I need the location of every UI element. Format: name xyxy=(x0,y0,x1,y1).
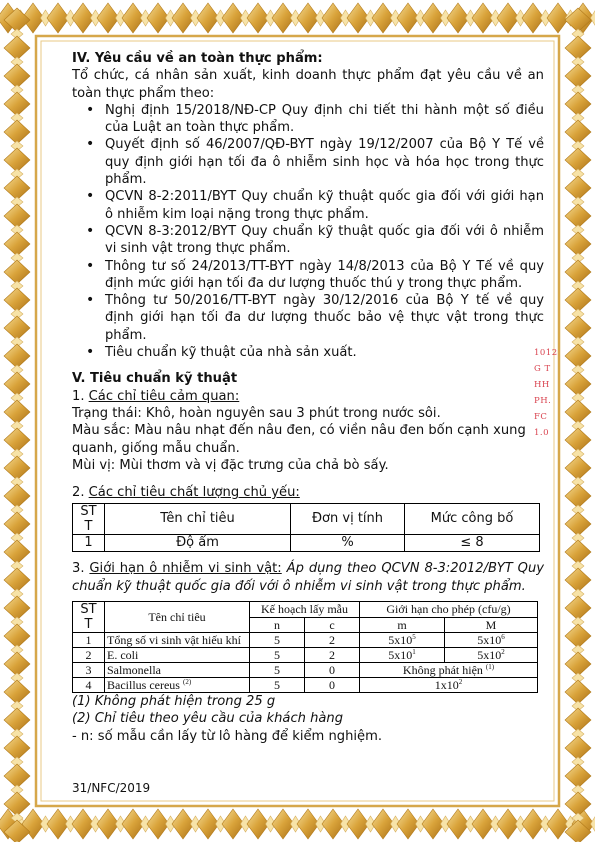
sensory-number: 1. xyxy=(72,388,89,404)
border-diamond xyxy=(4,64,30,88)
quality-cell-stt: 1 xyxy=(73,535,105,552)
micro-cell-c: 2 xyxy=(305,633,360,648)
border-diamond xyxy=(565,624,591,648)
micro-title: Giới hạn ô nhiễm vi sinh vật: xyxy=(89,561,282,577)
micro-cell-n: 5 xyxy=(250,678,305,693)
micro-cell-m xyxy=(360,633,445,648)
border-diamond xyxy=(565,568,591,592)
border-diamond xyxy=(4,652,30,676)
stamp-text: HH xyxy=(534,380,550,390)
micro-table-header xyxy=(73,602,538,618)
border-diamond xyxy=(4,176,30,200)
micro-cell-name: Salmonella xyxy=(105,663,250,678)
list-item: • Thông tư 50/2016/TT-BYT ngày 30/12/2016 của Bộ Y tế về quy định giới hạn tối đa dư lượng thuốc bảo vệ thực vật trong thực phẩm. xyxy=(105,292,544,344)
micro-cell-limit-text: Không phát hiện xyxy=(402,663,483,678)
quality-table xyxy=(72,503,540,552)
border-diamond xyxy=(565,708,591,732)
table-row xyxy=(73,648,538,663)
micro-cell-M xyxy=(445,648,538,663)
quality-header-level: Mức công bố xyxy=(405,504,540,535)
micro-header-m: m xyxy=(360,617,445,633)
micro-cell-name xyxy=(105,678,250,693)
micro-cell-m xyxy=(360,648,445,663)
micro-cell-stt: 3 xyxy=(73,663,105,678)
border-diamond xyxy=(565,680,591,704)
micro-cell-limit xyxy=(360,663,538,678)
border-diamond xyxy=(4,36,30,60)
micro-cell-n: 5 xyxy=(250,663,305,678)
micro-cell-n: 5 xyxy=(250,648,305,663)
section-4-intro: Tổ chức, cá nhân sản xuất, kinh doanh thực phẩm đạt yêu cầu về an toàn thực phẩm theo: xyxy=(72,68,544,101)
border-diamond xyxy=(565,204,591,228)
micro-note: Áp dụng theo QCVN 8-3:2012/BYT Quy chuẩn kỹ thuật quốc gia đối với ô nhiễm vi sinh vật trong thực phẩm. xyxy=(72,561,545,594)
micro-header-n: n xyxy=(250,617,305,633)
section-5-heading: V. Tiêu chuẩn kỹ thuật xyxy=(72,371,238,387)
quality-header-unit: Đơn vị tính xyxy=(291,504,405,535)
list-item: • Thông tư số 24/2013/TT-BYT ngày 14/8/2013 của Bộ Y Tế về quy định mức giới hạn tối đa dư lượng thuốc thú y trong thực phẩm. xyxy=(105,258,544,293)
micro-cell-stt: 2 xyxy=(73,648,105,663)
list-item: • Tiêu chuẩn kỹ thuật của nhà sản xuất. xyxy=(105,344,544,361)
border-diamond xyxy=(4,148,30,172)
border-diamond xyxy=(4,120,30,144)
micro-cell-c: 0 xyxy=(305,663,360,678)
micro-cell-limit-sup: (1) xyxy=(485,663,495,672)
border-diamond xyxy=(4,736,30,760)
micro-cell-M xyxy=(445,633,538,648)
border-diamond xyxy=(4,316,30,340)
micro-cell-name-sup: (2) xyxy=(182,678,192,687)
border-diamond xyxy=(565,484,591,508)
list-item: • QCVN 8-2:2011/BYT Quy chuẩn kỹ thuật quốc gia đối với giới hạn ô nhiễm kim loại nặng trong thực phẩm. xyxy=(105,188,544,223)
border-diamond xyxy=(565,792,591,816)
border-diamond xyxy=(565,596,591,620)
micro-cell-M-exp: 2 xyxy=(501,648,505,657)
border-diamond xyxy=(4,204,30,228)
quality-cell-unit: % xyxy=(291,535,405,552)
border-diamond xyxy=(4,624,30,648)
quality-number: 2. xyxy=(72,485,89,501)
document-code: 31/NFC/2019 xyxy=(72,781,151,795)
micro-cell-m-exp: 1 xyxy=(412,648,416,657)
border-diamond xyxy=(565,176,591,200)
table-row xyxy=(73,663,538,678)
border-diamond xyxy=(565,764,591,788)
border-diamond xyxy=(4,680,30,704)
micro-number: 3. xyxy=(72,561,90,577)
regulation-list xyxy=(72,102,544,361)
micro-header-M: M xyxy=(445,617,538,633)
border-diamond xyxy=(591,816,595,832)
border-diamond xyxy=(565,232,591,256)
border-diamond xyxy=(565,64,591,88)
quality-cell-name: Độ ẩm xyxy=(105,535,291,552)
border-diamond xyxy=(4,568,30,592)
border-diamond xyxy=(565,316,591,340)
micro-cell-stt: 1 xyxy=(73,633,105,648)
border-diamond xyxy=(4,288,30,312)
stamp-text: PH. xyxy=(534,396,552,406)
sensory-line-taste: Mùi vị: Mùi thơm và vị đặc trưng của chả bò sấy. xyxy=(72,457,389,473)
border-diamond xyxy=(591,10,595,26)
list-item: • QCVN 8-3:2012/BYT Quy chuẩn kỹ thuật quốc gia đối với ô nhiễm vi sinh vật trong thực phẩm. xyxy=(105,223,544,258)
sensory-line-state: Trạng thái: Khô, hoàn nguyên sau 3 phút trong nước sôi. xyxy=(72,405,441,421)
micro-cell-stt: 4 xyxy=(73,678,105,693)
micro-cell-m-base: 5x10 xyxy=(388,633,413,648)
table-row xyxy=(73,535,540,552)
quality-subheading xyxy=(72,484,544,501)
quality-header-name: Tên chỉ tiêu xyxy=(105,504,291,535)
border-diamond xyxy=(4,512,30,536)
border-diamond xyxy=(4,232,30,256)
border-diamond xyxy=(565,400,591,424)
border-diamond xyxy=(565,652,591,676)
micro-cell-M-base: 5x10 xyxy=(477,633,502,648)
border-diamond xyxy=(4,484,30,508)
micro-cell-limit-text: 1x10 xyxy=(434,678,459,693)
border-diamond xyxy=(565,36,591,60)
border-diamond xyxy=(565,372,591,396)
border-diamond xyxy=(565,428,591,452)
micro-cell-c: 2 xyxy=(305,648,360,663)
border-diamond xyxy=(4,344,30,368)
micro-table xyxy=(72,601,538,693)
border-diamond xyxy=(4,540,30,564)
micro-cell-m-base: 5x10 xyxy=(388,648,413,663)
border-diamond xyxy=(565,120,591,144)
border-diamond xyxy=(4,456,30,480)
sensory-line-color: Màu sắc: Màu nâu nhạt đến nâu đen, có viền nâu đen bốn cạnh xung quanh, giống mẫu chuẩn. xyxy=(72,423,526,456)
micro-cell-c: 0 xyxy=(305,678,360,693)
sample-note: - n: số mẫu cần lấy từ lô hàng để kiểm nghiệm. xyxy=(72,728,382,744)
border-diamond xyxy=(4,372,30,396)
micro-cell-name-text: Bacillus cereus xyxy=(107,678,180,693)
micro-cell-limit xyxy=(360,678,538,693)
micro-header-plan: Kế hoạch lấy mẫu xyxy=(250,602,360,618)
border-diamond xyxy=(565,736,591,760)
border-diamond xyxy=(565,148,591,172)
quality-title: Các chỉ tiêu chất lượng chủ yếu: xyxy=(88,485,300,501)
micro-cell-name: E. coli xyxy=(105,648,250,663)
border-diamond xyxy=(565,540,591,564)
micro-header-c: c xyxy=(305,617,360,633)
border-diamond xyxy=(565,344,591,368)
border-diamond xyxy=(4,708,30,732)
border-diamond xyxy=(565,260,591,284)
micro-cell-M-exp: 6 xyxy=(501,633,505,642)
border-diamond xyxy=(4,92,30,116)
stamp-text: 1.0 xyxy=(534,428,550,438)
border-diamond xyxy=(565,92,591,116)
border-diamond xyxy=(4,260,30,284)
quality-table-header xyxy=(73,504,540,535)
micro-cell-name: Tổng số vi sinh vật hiếu khí xyxy=(105,633,250,648)
section-4-heading: IV. Yêu cầu về an toàn thực phẩm: xyxy=(72,51,323,66)
sensory-subheading xyxy=(72,388,544,405)
micro-cell-M-base: 5x10 xyxy=(477,648,502,663)
main-content xyxy=(72,50,544,745)
stamp-text: FC xyxy=(534,412,548,422)
table-row xyxy=(73,678,538,693)
footnote-2: (2) Chỉ tiêu theo yêu cầu của khách hàng xyxy=(72,711,344,727)
list-item: • Quyết định số 46/2007/QĐ-BYT ngày 19/12/2007 của Bộ Y Tế về quy định giới hạn tối đa ô nhiễm sinh học và hóa học trong thực phẩm. xyxy=(105,136,544,188)
border-diamond xyxy=(4,764,30,788)
micro-header-stt: ST T xyxy=(73,602,105,633)
border-diamond xyxy=(4,400,30,424)
table-row xyxy=(73,633,538,648)
border-diamond xyxy=(4,428,30,452)
list-item: • Nghị định 15/2018/NĐ-CP Quy định chi tiết thi hành một số điều của Luật an toàn thực phẩm. xyxy=(105,102,544,137)
border-diamond xyxy=(565,512,591,536)
border-diamond xyxy=(565,288,591,312)
stamp-text: 1012 xyxy=(534,348,558,358)
micro-cell-m-exp: 5 xyxy=(412,633,416,642)
quality-cell-level: ≤ 8 xyxy=(405,535,540,552)
footnote-1: (1) Không phát hiện trong 25 g xyxy=(72,694,276,710)
border-diamond xyxy=(4,596,30,620)
sensory-title: Các chỉ tiêu cảm quan: xyxy=(88,388,240,404)
micro-cell-limit-exp: 2 xyxy=(458,678,463,687)
micro-header-name: Tên chỉ tiêu xyxy=(105,602,250,633)
stamp-text: G T xyxy=(534,364,551,374)
micro-header-limit: Giới hạn cho phép (cfu/g) xyxy=(360,602,538,618)
border-diamond xyxy=(565,456,591,480)
quality-header-stt: ST T xyxy=(73,504,105,535)
micro-subheading xyxy=(72,560,544,595)
micro-cell-n: 5 xyxy=(250,633,305,648)
